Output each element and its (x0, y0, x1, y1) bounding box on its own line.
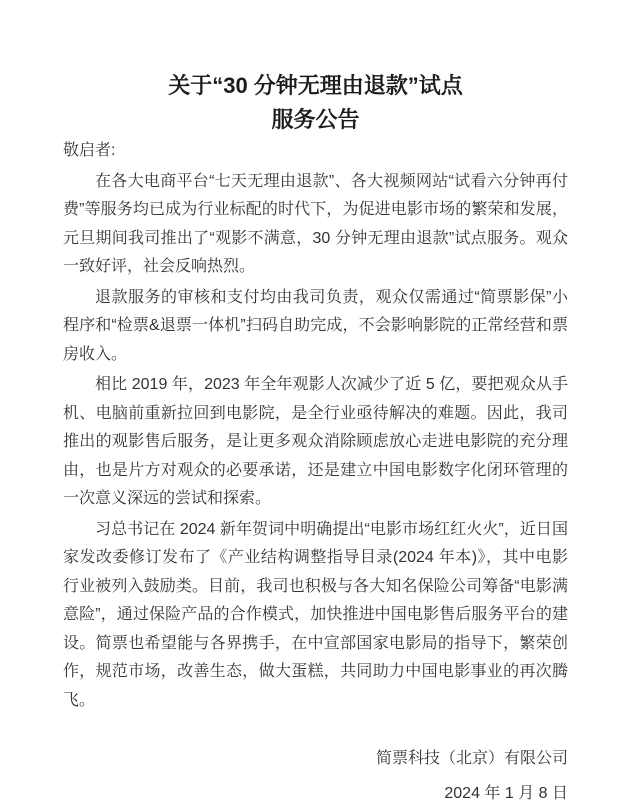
document-date: 2024 年 1 月 8 日 (63, 780, 568, 808)
document-title (63, 69, 568, 137)
salutation: 敬启者: (63, 137, 568, 166)
document-title-line-1: 关于“30 分钟无理由退款”试点 (63, 69, 568, 103)
document-title-line-2: 服务公告 (63, 103, 568, 137)
body-paragraph-2: 退款服务的审核和支付均由我司负责，观众仅需通过“简票影保”小程序和“检票&退票一体机”扫码自助完成，不会影响影院的正常经营和票房收入。 (63, 284, 568, 370)
body-paragraph-4: 习总书记在 2024 新年贺词中明确提出“电影市场红红火火”，近日国家发改委修订发布了《产业结构调整指导目录(2024 年本)》，其中电影行业被列入鼓励类。目前，我司也积极与各大知名保险公司筹备“电影满意险”，通过保险产品的合作模式，加快推进中国电影售后服务平台的建设。简票也希望能与各界携手，在中宣部国家电影局的指导下，繁荣创作，规范市场，改善生态，做大蛋糕，共同助力中国电影事业的再次腾飞。 (63, 516, 568, 716)
company-signature: 简票科技（北京）有限公司 (63, 745, 568, 774)
body-paragraph-3: 相比 2019 年，2023 年全年观影人次减少了近 5 亿，要把观众从手机、电脑前重新拉回到电影院，是全行业亟待解决的难题。因此，我司推出的观影售后服务，是让更多观众消除顾虑放心走进电影院的充分理由，也是片方对观众的必要承诺，还是建立中国电影数字化闭环管理的一次意义深远的尝试和探索。 (63, 371, 568, 514)
body-paragraph-1: 在各大电商平台“七天无理由退款”、各大视频网站“试看六分钟再付费”等服务均已成为行业标配的时代下，为促进电影市场的繁荣和发展，元旦期间我司推出了“观影不满意，30 分钟无理由退款”试点服务。观众一致好评，社会反响热烈。 (63, 168, 568, 282)
